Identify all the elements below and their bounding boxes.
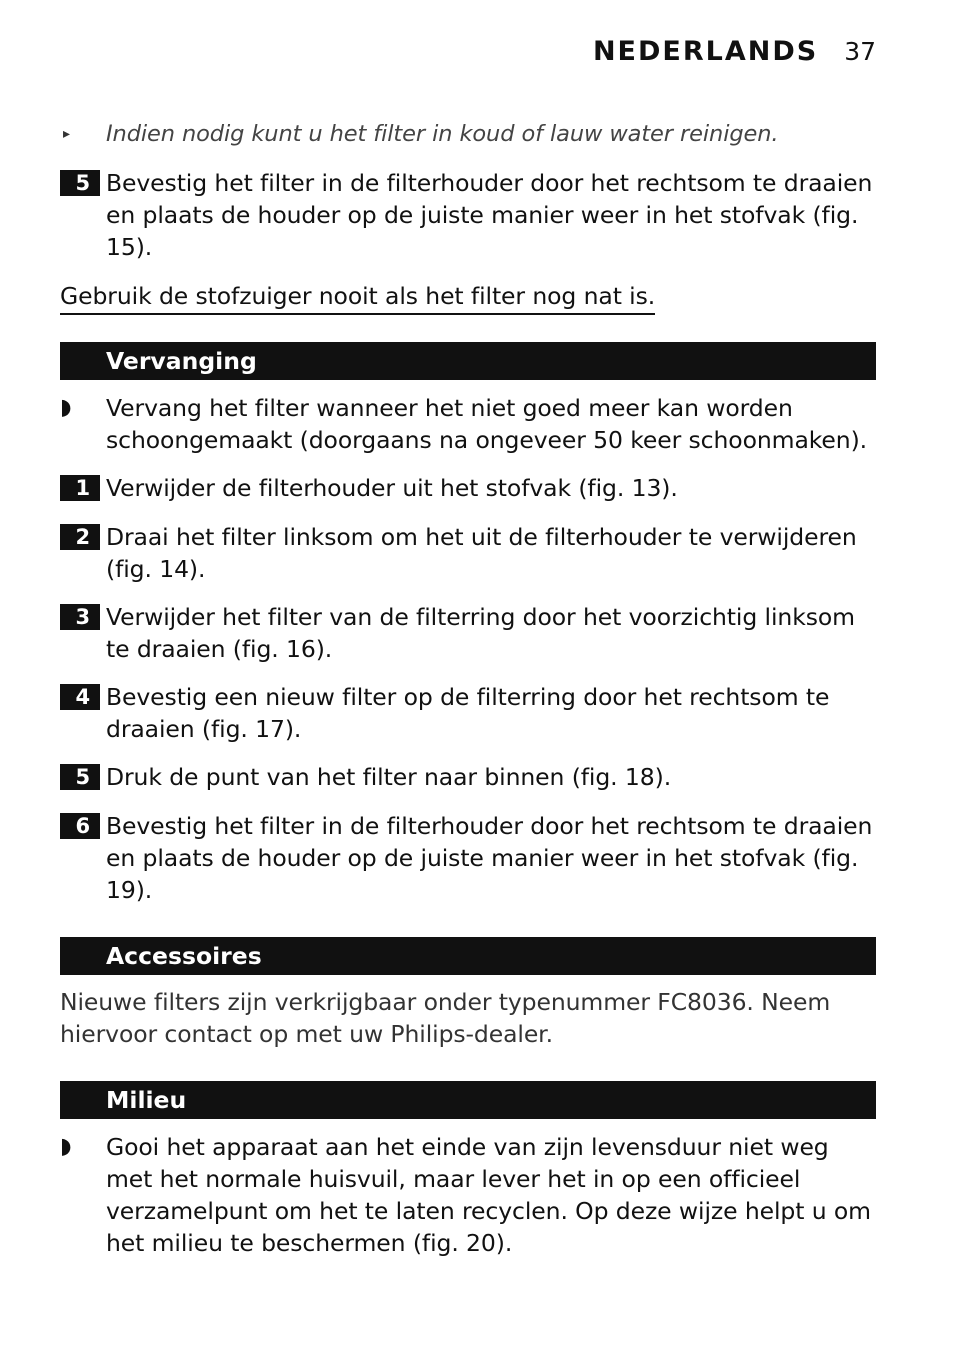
language-title: NEDERLANDS	[592, 36, 819, 67]
step-number-badge: 6	[60, 813, 100, 839]
step-number-badge: 4	[60, 684, 100, 710]
cleaning-step	[60, 167, 876, 263]
cleaning-note	[60, 118, 876, 150]
step-text: Draai het filter linksom om het uit de filterhouder te verwijderen (fig. 14).	[106, 523, 857, 583]
warning	[60, 280, 876, 315]
section-heading-environment: Milieu	[60, 1081, 876, 1119]
replacement-step	[60, 472, 876, 504]
step-text: Verwijder het filter van de filterring door het voorzichtig linksom te draaien (fig. 16).	[106, 603, 855, 663]
step-number-badge: 2	[60, 524, 100, 550]
bullet-icon: ◗	[60, 395, 72, 420]
step-number-badge: 1	[60, 475, 100, 501]
step-text: Druk de punt van het filter naar binnen (fig. 18).	[106, 763, 672, 791]
step-text: Bevestig het filter in de filterhouder door het rechtsom te draaien en plaats de houder op de juiste manier weer in het stofvak (fig. 15).	[106, 169, 873, 261]
note-text: Indien nodig kunt u het filter in koud of lauw water reinigen.	[106, 121, 779, 147]
replacement-step	[60, 521, 876, 585]
step-number-badge: 5	[60, 764, 100, 790]
replacement-step	[60, 601, 876, 665]
step-text: Verwijder de filterhouder uit het stofvak (fig. 13).	[106, 474, 678, 502]
environment-bullet	[60, 1131, 876, 1259]
step-text: Bevestig een nieuw filter op de filterring door het rechtsom te draaien (fig. 17).	[106, 683, 830, 743]
replacement-step	[60, 810, 876, 906]
page-number: 37	[844, 37, 876, 66]
section-heading-replacement: Vervanging	[60, 342, 876, 380]
replacement-step	[60, 681, 876, 745]
replacement-step	[60, 761, 876, 793]
accessories-text: Nieuwe filters zijn verkrijgbaar onder typenummer FC8036. Neem hiervoor contact op met uw Philips-dealer.	[60, 988, 831, 1048]
page-header	[593, 36, 876, 67]
step-number-badge: 5	[60, 170, 100, 196]
bullet-icon: ◗	[60, 1134, 72, 1159]
section-heading-accessories: Accessoires	[60, 937, 876, 975]
bullet-text: Vervang het filter wanneer het niet goed meer kan worden schoongemaakt (doorgaans na ongeveer 50 keer schoonmaken).	[106, 394, 868, 454]
bullet-text: Gooi het apparaat aan het einde van zijn levensduur niet weg met het normale huisvuil, maar lever het in op een officieel verzamelpunt om het te laten recyclen. Op deze wijze helpt u om het milieu te beschermen (fig. 20).	[106, 1133, 871, 1257]
step-text: Bevestig het filter in de filterhouder door het rechtsom te draaien en plaats de houder op de juiste manier weer in het stofvak (fig. 19).	[106, 812, 873, 904]
replacement-bullet	[60, 392, 876, 456]
warning-text: Gebruik de stofzuiger nooit als het filter nog nat is.	[60, 280, 655, 315]
step-number-badge: 3	[60, 604, 100, 630]
arrow-icon: ▸	[63, 126, 70, 142]
